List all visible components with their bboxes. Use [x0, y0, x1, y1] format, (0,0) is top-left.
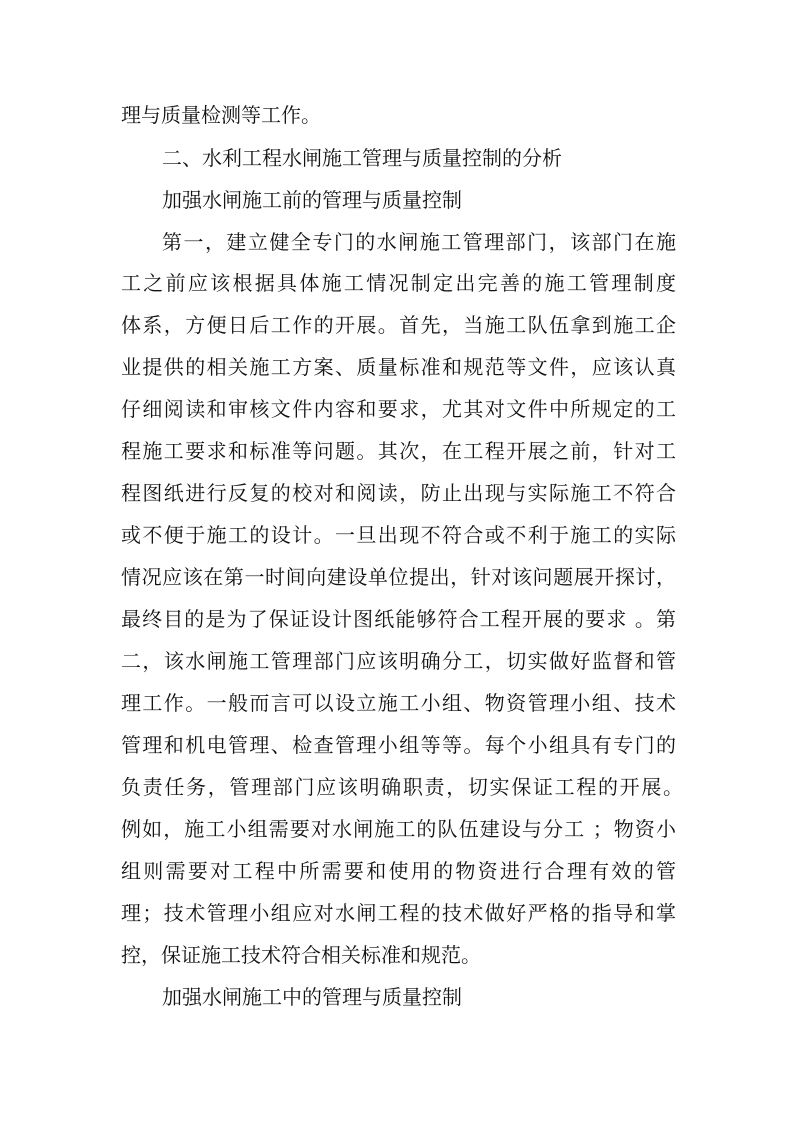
paragraph-first-line: 第一，建立健全专门的水闸施工管理部门，该部门在施 — [162, 230, 676, 254]
paragraph-line: 组则需要对工程中所需要和使用的物资进行合理有效的管 — [121, 859, 676, 883]
text-line-1: 理与质量检测等工作。 — [121, 103, 321, 127]
paragraph-line: 最终目的是为了保证设计图纸能够符合工程开展的要求 。第 — [121, 607, 676, 631]
paragraph-last-line: 控，保证施工技术符合相关标准和规范。 — [121, 943, 481, 967]
paragraph-line: 仔细阅读和审核文件内容和要求，尤其对文件中所规定的工 — [121, 397, 676, 421]
subsection-heading: 加强水闸施工前的管理与质量控制 — [162, 188, 462, 212]
paragraph-line: 业提供的相关施工方案、质量标准和规范等文件，应该认真 — [121, 355, 676, 379]
subsection-heading: 加强水闸施工中的管理与质量控制 — [162, 985, 462, 1009]
paragraph-line: 情况应该在第一时间向建设单位提出，针对该问题展开探讨， — [121, 565, 676, 589]
paragraph-line: 程施工要求和标准等问题。其次，在工程开展之前，针对工 — [121, 439, 676, 463]
section-heading: 二、水利工程水闸施工管理与质量控制的分析 — [162, 146, 562, 170]
paragraph-line: 例如，施工小组需要对水闸施工的队伍建设与分工 ；物资小 — [121, 817, 676, 841]
paragraph-line: 理；技术管理小组应对水闸工程的技术做好严格的指导和掌 — [121, 901, 676, 925]
paragraph-line: 管理和机电管理、检查管理小组等等。每个小组具有专门的 — [121, 733, 676, 757]
paragraph-line: 体系，方便日后工作的开展。首先，当施工队伍拿到施工企 — [121, 313, 676, 337]
paragraph-line: 或不便于施工的设计。一旦出现不符合或不利于施工的实际 — [121, 523, 676, 547]
paragraph-line: 二，该水闸施工管理部门应该明确分工，切实做好监督和管 — [121, 649, 676, 673]
paragraph-line: 程图纸进行反复的校对和阅读，防止出现与实际施工不符合 — [121, 481, 676, 505]
paragraph-line: 工之前应该根据具体施工情况制定出完善的施工管理制度 — [121, 271, 676, 295]
paragraph-line: 理工作。一般而言可以设立施工小组、物资管理小组、技术 — [121, 691, 676, 715]
paragraph-line: 负责任务，管理部门应该明确职责，切实保证工程的开展。 — [121, 775, 683, 799]
